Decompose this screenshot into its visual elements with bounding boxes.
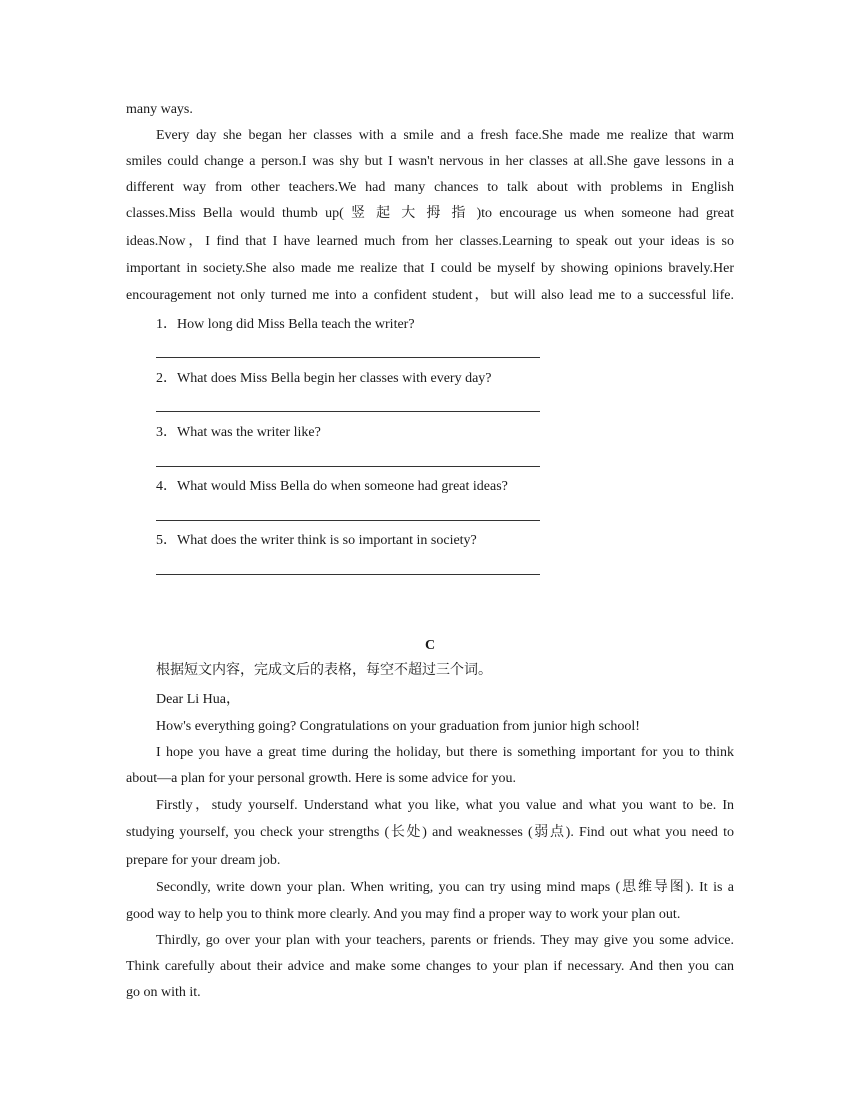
answer-line[interactable]: [156, 466, 540, 467]
question-text: What was the writer like?: [177, 425, 321, 440]
letter-line: Firstly，study yourself. Understand what you like, what you value and what you want to be. In: [156, 798, 734, 813]
letter-line: Secondly, write down your plan. When writing, you can try using mind maps (思维导图). It is a: [156, 880, 734, 895]
letter-line: go on with it.: [126, 985, 201, 1000]
question-text: What does the writer think is so important in society?: [177, 533, 477, 548]
section-instruction: 根据短文内容，完成文后的表格，每空不超过三个词。: [156, 663, 492, 678]
letter-line: good way to help you to think more clearly. And you may find a proper way to work your plan out.: [126, 907, 681, 922]
letter-line: Thirdly, go over your plan with your teachers, parents or friends. They may give you some advice.: [156, 933, 734, 948]
answer-line[interactable]: [156, 411, 540, 412]
passage-line: Every day she began her classes with a smile and a fresh face.She made me realize that warm: [156, 128, 734, 143]
letter-greeting: Dear Li Hua，: [156, 692, 240, 707]
letter-line: I hope you have a great time during the holiday, but there is something important for you to think: [156, 745, 734, 760]
passage-line: smiles could change a person.I was shy but I wasn't nervous in her classes at all.She gave lessons in a: [126, 154, 734, 169]
passage-line: ideas.Now，I find that I have learned much from her classes.Learning to speak out your ideas is so: [126, 234, 734, 249]
question-text: How long did Miss Bella teach the writer?: [177, 317, 415, 332]
answer-line[interactable]: [156, 357, 540, 358]
letter-line: studying yourself, you check your strengths (长处) and weaknesses (弱点). Find out what you need to: [126, 825, 734, 840]
passage-line: different way from other teachers.We had many chances to talk about with problems in English: [126, 180, 734, 195]
question-number: 4．: [156, 479, 177, 494]
question-number: 5．: [156, 533, 177, 548]
section-heading: C: [424, 638, 436, 653]
question-item: [156, 478, 764, 496]
question-item: [156, 370, 764, 388]
passage-line: encouragement not only turned me into a confident student，but will also lead me to a successful life.: [126, 288, 734, 303]
question-text: What does Miss Bella begin her classes with every day?: [177, 371, 492, 386]
question-text: What would Miss Bella do when someone had great ideas?: [177, 479, 508, 494]
question-item: [156, 316, 764, 334]
question-number: 3．: [156, 425, 177, 440]
answer-line[interactable]: [156, 520, 540, 521]
question-number: 2．: [156, 371, 177, 386]
letter-line: How's everything going? Congratulations on your graduation from junior high school!: [156, 719, 640, 734]
question-number: 1．: [156, 317, 177, 332]
passage-line: many ways.: [126, 102, 193, 117]
letter-line: Think carefully about their advice and make some changes to your plan if necessary. And then you can: [126, 959, 734, 974]
passage-line: important in society.She also made me realize that I could be myself by showing opinions bravely.Her: [126, 261, 734, 276]
letter-line: about—a plan for your personal growth. Here is some advice for you.: [126, 771, 516, 786]
letter-line: prepare for your dream job.: [126, 853, 281, 868]
question-item: [156, 424, 764, 442]
answer-line[interactable]: [156, 574, 540, 575]
question-item: [156, 532, 764, 550]
passage-line: classes.Miss Bella would thumb up( 竖 起 大 拇 指 )to encourage us when someone had great: [126, 206, 734, 221]
